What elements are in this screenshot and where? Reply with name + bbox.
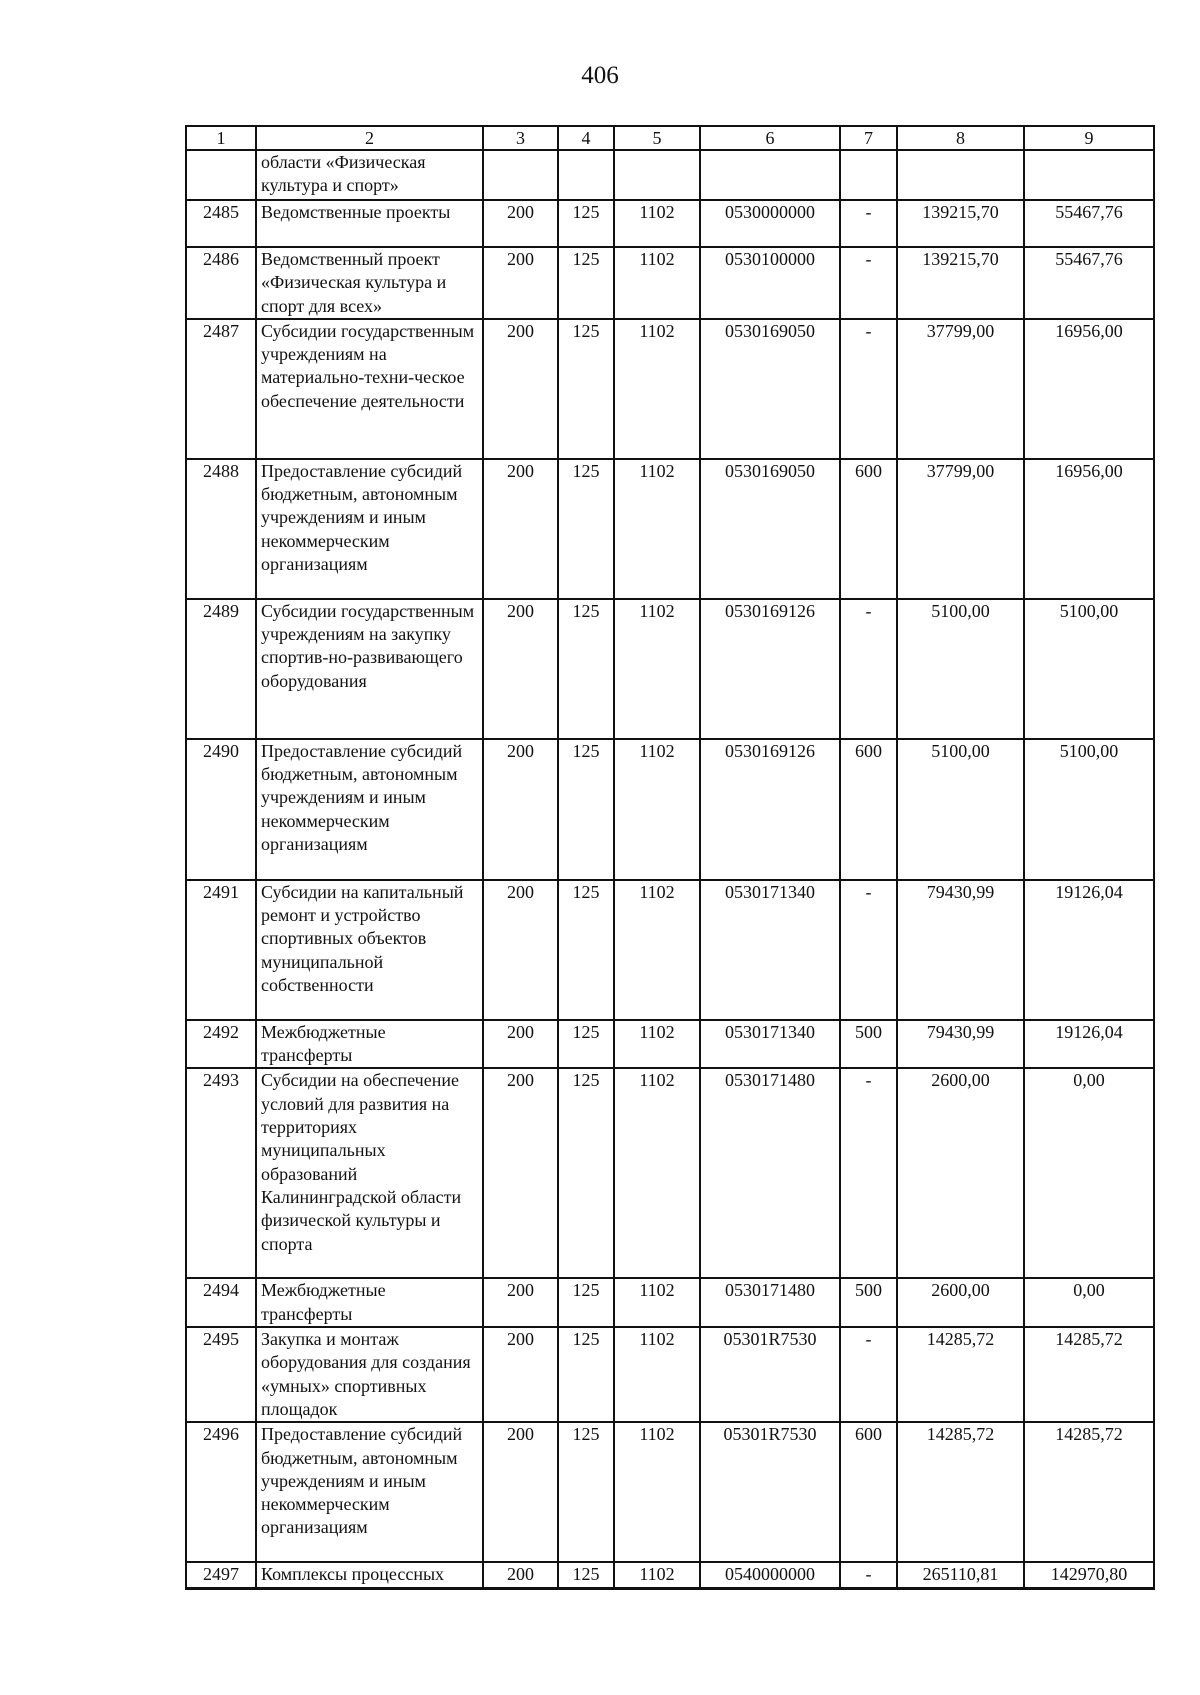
cell-col4: 125 <box>558 247 614 319</box>
column-header: 6 <box>700 126 840 150</box>
cell-col7: 600 <box>840 459 897 599</box>
cell-row-number: 2487 <box>186 319 256 459</box>
cell-empty <box>897 150 1024 200</box>
cell-col3: 200 <box>483 459 558 599</box>
cell-col8: 37799,00 <box>897 459 1024 599</box>
cell-col6: 0530169050 <box>700 319 840 459</box>
cell-col9: 0,00 <box>1024 1068 1154 1278</box>
cell-row-number: 2489 <box>186 599 256 739</box>
cell-col6: 0530171480 <box>700 1278 840 1327</box>
cell-col8: 2600,00 <box>897 1278 1024 1327</box>
table-row <box>186 1327 1154 1422</box>
cell-name: Субсидии государственным учреждениям на материально-техни-ческое обеспечение деятельности <box>256 319 483 459</box>
table-row <box>186 1278 1154 1327</box>
cell-col4: 125 <box>558 459 614 599</box>
cell-name: Предоставление субсидий бюджетным, автономным учреждениям и иным некоммерческим организациям <box>256 739 483 880</box>
cell-col3: 200 <box>483 200 558 247</box>
cell-col7: - <box>840 1562 897 1588</box>
cell-col3: 200 <box>483 1562 558 1588</box>
table-row <box>186 200 1154 247</box>
cell-col4: 125 <box>558 1278 614 1327</box>
cell-col9: 55467,76 <box>1024 247 1154 319</box>
cell-col8: 14285,72 <box>897 1327 1024 1422</box>
cell-name: Предоставление субсидий бюджетным, автономным учреждениям и иным некоммерческим организациям <box>256 1422 483 1562</box>
cell-col7: 600 <box>840 1422 897 1562</box>
table-row <box>186 1068 1154 1278</box>
cell-empty <box>840 150 897 200</box>
column-header: 5 <box>614 126 700 150</box>
cell-col9: 14285,72 <box>1024 1422 1154 1562</box>
table-row <box>186 1422 1154 1562</box>
column-header: 1 <box>186 126 256 150</box>
table-row <box>186 880 1154 1020</box>
table-row <box>186 459 1154 599</box>
cell-col7: - <box>840 1068 897 1278</box>
cell-col7: - <box>840 880 897 1020</box>
cell-col4: 125 <box>558 1422 614 1562</box>
cell-col5: 1102 <box>614 1422 700 1562</box>
cell-name: Ведомственные проекты <box>256 200 483 247</box>
cell-col3: 200 <box>483 1278 558 1327</box>
cell-row-number: 2485 <box>186 200 256 247</box>
cell-name: Предоставление субсидий бюджетным, автономным учреждениям и иным некоммерческим организациям <box>256 459 483 599</box>
cell-col6: 05301R7530 <box>700 1422 840 1562</box>
cell-col7: 500 <box>840 1020 897 1069</box>
cell-col3: 200 <box>483 599 558 739</box>
cell-col5: 1102 <box>614 1562 700 1588</box>
cell-col7: - <box>840 1327 897 1422</box>
cell-name: Межбюджетные трансферты <box>256 1278 483 1327</box>
cell-col8: 265110,81 <box>897 1562 1024 1588</box>
column-header: 9 <box>1024 126 1154 150</box>
cell-col5: 1102 <box>614 200 700 247</box>
cell-row-number: 2488 <box>186 459 256 599</box>
cell-col3: 200 <box>483 319 558 459</box>
cell-col3: 200 <box>483 1327 558 1422</box>
cell-name: Межбюджетные трансферты <box>256 1020 483 1069</box>
cell-col7: - <box>840 200 897 247</box>
cell-col4: 125 <box>558 1020 614 1069</box>
table-row <box>186 1020 1154 1069</box>
cell-col6: 0540000000 <box>700 1562 840 1588</box>
cell-col6: 0530171480 <box>700 1068 840 1278</box>
cell-col4: 125 <box>558 319 614 459</box>
cell-col8: 37799,00 <box>897 319 1024 459</box>
cell-col9: 16956,00 <box>1024 459 1154 599</box>
cell-col6: 0530169126 <box>700 599 840 739</box>
cell-name: Комплексы процессных <box>256 1562 483 1588</box>
cell-row-number: 2494 <box>186 1278 256 1327</box>
table-row <box>186 599 1154 739</box>
cell-col5: 1102 <box>614 1327 700 1422</box>
cell-col5: 1102 <box>614 1020 700 1069</box>
cell-col7: 500 <box>840 1278 897 1327</box>
cell-name: области «Физическая культура и спорт» <box>256 150 483 200</box>
cell-col8: 5100,00 <box>897 599 1024 739</box>
cell-name: Субсидии на обеспечение условий для развития на территориях муниципальных образований Калининградской области физической культуры и спорта <box>256 1068 483 1278</box>
cell-col8: 79430,99 <box>897 1020 1024 1069</box>
cell-col8: 5100,00 <box>897 739 1024 880</box>
column-header: 2 <box>256 126 483 150</box>
cell-col3: 200 <box>483 880 558 1020</box>
cell-col5: 1102 <box>614 319 700 459</box>
cell-col4: 125 <box>558 1068 614 1278</box>
cell-col9: 5100,00 <box>1024 599 1154 739</box>
cell-row-number: 2486 <box>186 247 256 319</box>
cell-col3: 200 <box>483 1422 558 1562</box>
table-row <box>186 247 1154 319</box>
cell-col9: 14285,72 <box>1024 1327 1154 1422</box>
cell-row-number: 2496 <box>186 1422 256 1562</box>
cell-col9: 19126,04 <box>1024 1020 1154 1069</box>
cell-col3: 200 <box>483 247 558 319</box>
cell-col9: 0,00 <box>1024 1278 1154 1327</box>
cell-col6: 0530169126 <box>700 739 840 880</box>
cell-col5: 1102 <box>614 739 700 880</box>
cell-col9: 16956,00 <box>1024 319 1154 459</box>
cell-col6: 0530171340 <box>700 880 840 1020</box>
page-number: 406 <box>581 62 619 89</box>
cell-col8: 79430,99 <box>897 880 1024 1020</box>
cell-col4: 125 <box>558 599 614 739</box>
cell-col8: 139215,70 <box>897 200 1024 247</box>
cell-col4: 125 <box>558 200 614 247</box>
cell-col9: 142970,80 <box>1024 1562 1154 1588</box>
cell-empty <box>483 150 558 200</box>
cell-empty <box>558 150 614 200</box>
cell-col7: - <box>840 319 897 459</box>
cell-col7: - <box>840 599 897 739</box>
cell-col8: 2600,00 <box>897 1068 1024 1278</box>
cell-row-number: 2492 <box>186 1020 256 1069</box>
cell-col9: 55467,76 <box>1024 200 1154 247</box>
cell-empty <box>186 150 256 200</box>
cell-empty <box>1024 150 1154 200</box>
cell-col7: - <box>840 247 897 319</box>
cell-col7: 600 <box>840 739 897 880</box>
cell-row-number: 2491 <box>186 880 256 1020</box>
cell-empty <box>614 150 700 200</box>
table-row <box>186 319 1154 459</box>
cell-col8: 139215,70 <box>897 247 1024 319</box>
table-row <box>186 1562 1154 1588</box>
cell-row-number: 2490 <box>186 739 256 880</box>
cell-empty <box>700 150 840 200</box>
cell-name: Ведомственный проект «Физическая культура и спорт для всех» <box>256 247 483 319</box>
cell-col5: 1102 <box>614 459 700 599</box>
table-row <box>186 739 1154 880</box>
cell-col5: 1102 <box>614 880 700 1020</box>
column-header: 8 <box>897 126 1024 150</box>
budget-table <box>185 125 1155 1590</box>
cell-col5: 1102 <box>614 1278 700 1327</box>
cell-row-number: 2497 <box>186 1562 256 1588</box>
cell-col4: 125 <box>558 1562 614 1588</box>
column-header: 3 <box>483 126 558 150</box>
cell-col6: 0530100000 <box>700 247 840 319</box>
cell-col6: 0530171340 <box>700 1020 840 1069</box>
cell-name: Закупка и монтаж оборудования для создания «умных» спортивных площадок <box>256 1327 483 1422</box>
cell-col3: 200 <box>483 1020 558 1069</box>
cell-col5: 1102 <box>614 599 700 739</box>
continuation-row <box>186 150 1154 200</box>
cell-col6: 0530000000 <box>700 200 840 247</box>
column-header: 7 <box>840 126 897 150</box>
cell-col6: 0530169050 <box>700 459 840 599</box>
cell-row-number: 2493 <box>186 1068 256 1278</box>
cell-col6: 05301R7530 <box>700 1327 840 1422</box>
cell-col3: 200 <box>483 1068 558 1278</box>
column-header: 4 <box>558 126 614 150</box>
cell-col9: 19126,04 <box>1024 880 1154 1020</box>
header-row <box>186 126 1154 150</box>
cell-col3: 200 <box>483 739 558 880</box>
cell-name: Субсидии на капитальный ремонт и устройство спортивных объектов муниципальной собственности <box>256 880 483 1020</box>
cell-col5: 1102 <box>614 247 700 319</box>
cell-col4: 125 <box>558 880 614 1020</box>
cell-col4: 125 <box>558 1327 614 1422</box>
cell-col4: 125 <box>558 739 614 880</box>
cell-col9: 5100,00 <box>1024 739 1154 880</box>
cell-row-number: 2495 <box>186 1327 256 1422</box>
cell-name: Субсидии государственным учреждениям на закупку спортив-но-развивающего оборудования <box>256 599 483 739</box>
cell-col5: 1102 <box>614 1068 700 1278</box>
cell-col8: 14285,72 <box>897 1422 1024 1562</box>
